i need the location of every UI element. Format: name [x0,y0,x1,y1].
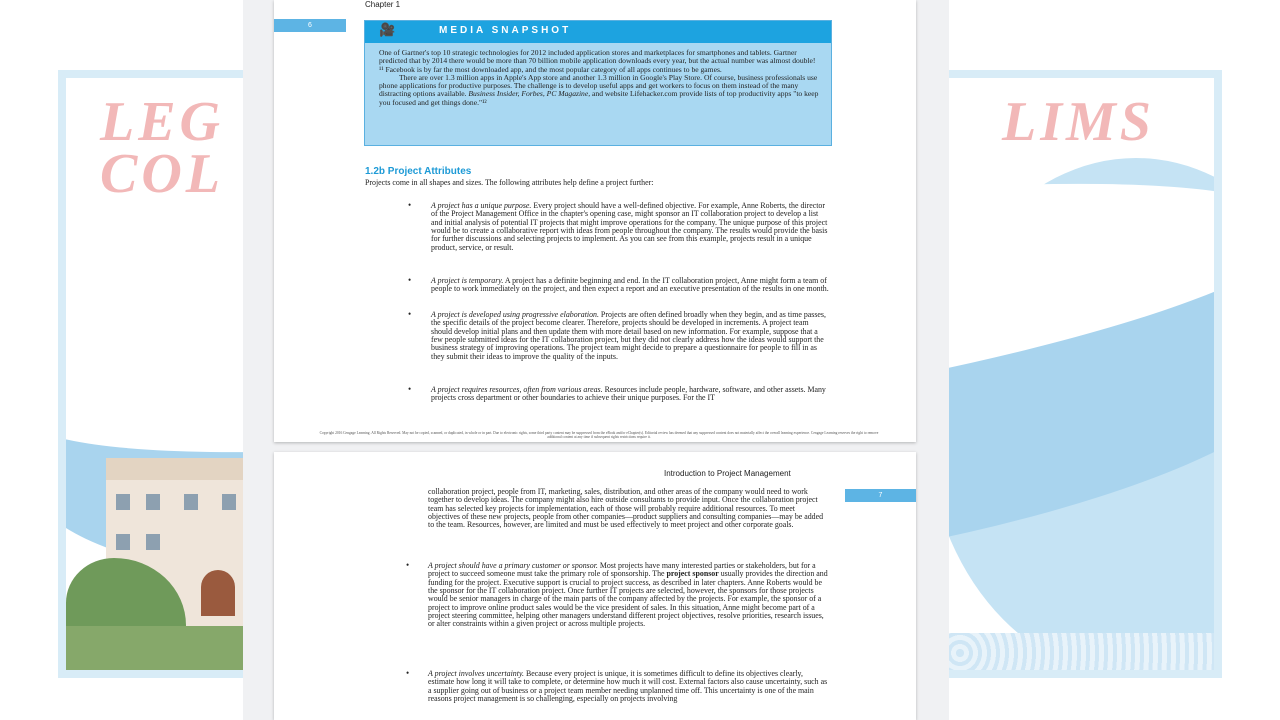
list-item: A project requires resources, often from various areas. Resources include people, hardware, software, and other assets. Many projects cross department or other boundaries to achieve their unique purposes. For the IT [431,385,826,403]
page-number-tab: 7 [845,489,916,502]
snapshot-paragraph: One of Gartner's top 10 strategic technologies for 2012 included application stores and marketplaces for smartphones and tablets. Gartner predicted that by 2014 there would be more than 70 billion mobile application downloads every year, but the actual number was almost double!¹¹ Facebook is by far the most downloaded app, and the most popular category of all apps continues to be games. [379,48,816,74]
decorative-pattern [946,633,1214,670]
intro-paragraph: Projects come in all shapes and sizes. The following attributes help define a project further: [365,178,654,187]
bullet-icon: • [408,309,412,319]
snapshot-header [365,21,831,43]
list-item: A project is developed using progressive elaboration. Projects are often defined broadly when they begin, and as time passes, the specific details of the project become clearer. Therefore, projects should be developed in increments. A project team should develop initial plans and then update them with more detail based on new information. For example, suppose that a few people submitted ideas for the IT collaboration project, but they did not clearly address how the ideas would support the business strategy of improving operations. The project team might decide to prepare a questionnaire for people to fill in as they submit their ideas to improve the quality of the inputs. [431,310,826,361]
bullet-icon: • [408,275,412,285]
logo-text-right: LIMS [1002,91,1155,153]
document-page-6 [274,0,916,442]
page-number-tab: 6 [274,19,346,32]
document-page-7 [274,452,916,720]
chapter-label: Chapter 1 [365,0,401,9]
snapshot-paragraph: There are over 1.3 million apps in Apple's App store and another 1.3 million in Google's Play Store. Of course, business professionals use phone applications for productive purposes. The challenge is to develop useful apps and get workers to focus on them instead of the many distracting options available. Business Insider, Forbes, PC Magazine, and website Lifehacker.com provide lists of top productivity apps "to keep you focused and get things done."¹² [379,72,819,107]
bullet-icon: • [408,200,412,210]
bullet-icon: • [406,668,410,678]
section-heading: 1.2b Project Attributes [365,166,472,177]
copyright-footer: Copyright 2016 Cengage Learning. All Rights Reserved. May not be copied, scanned, or duplicated, in whole or in part. Due to electronic rights, some third party content may be suppressed from the eBook and/or eChapter(s). Editorial review has deemed that any suppressed content does not materially affect the overall learning experience. Cengage Learning reserves the right to remove additional content at any time if subsequent rights restrictions require it. [319,431,879,439]
media-snapshot-box [364,20,832,146]
bullet-icon: • [408,384,412,394]
list-item: A project has a unique purpose. Every project should have a well-defined objective. For example, Anne Roberts, the director of the Project Management Office in the chapter's opening case, might sponsor an IT collaboration project to develop a list and initial analysis of potential IT projects that might improve operations for the company. The unique purpose of this project would be to create a collaborative report with ideas from people throughout the company. The results would provide the basis for further discussions and selecting projects to implement. As you can see from this example, projects result in a unique product, service, or result. [431,201,828,252]
logo-text-left: LEG COL [100,91,224,205]
film-camera-icon: 🎥 [379,23,396,38]
list-item: A project involves uncertainty. Because every project is unique, it is sometimes difficult to define its objectives clearly, estimate how long it will take to complete, or determine how much it will cost. External factors also cause uncertainty, such as a supplier going out of business or a project team member needing unplanned time off. This uncertainty is one of the main reasons project management is so challenging, especially on projects involving [428,669,828,704]
snapshot-title: MEDIA SNAPSHOT [439,25,572,36]
list-item: A project should have a primary customer or sponsor. Most projects have many interested parties or stakeholders, but for a project to succeed someone must take the primary role of sponsorship. The project sponsor usually provides the direction and funding for the project. Executive support is crucial to project success, as described in later chapters. Anne Roberts would be the sponsor for the IT collaboration project. Once further IT projects are selected, however, the sponsors for those projects would be senior managers in charge of the main parts of the company affected by the projects. For example, the sponsor of a project to improve online product sales would be the vice president of sales. In this situation, Anne might become part of a project steering committee, helping other managers understand different project objectives, resolve priorities, research issues, or alter constraints within a given project or across multiple projects. [428,561,828,629]
running-head: Introduction to Project Management [664,469,791,478]
list-item: A project is temporary. A project has a definite beginning and end. In the IT collaboration project, Anne might form a team of people to work immediately on the project, and then expect a report and an executive presentation of the results in one month. [431,276,829,294]
bullet-icon: • [406,560,410,570]
snapshot-body [379,49,819,107]
continuation-paragraph: collaboration project, people from IT, marketing, sales, distribution, and other areas of the company would need to work together to develop ideas. The company might also hire outside consultants to provide input. Once the collaboration project team has selected key projects for implementation, each of those will probably require additional resources. To meet objectives of these new projects, people from other companies—product suppliers and consulting companies—may be added to the team. Resources, however, are limited and must be used effectively to meet project and other corporate goals. [428,487,824,530]
